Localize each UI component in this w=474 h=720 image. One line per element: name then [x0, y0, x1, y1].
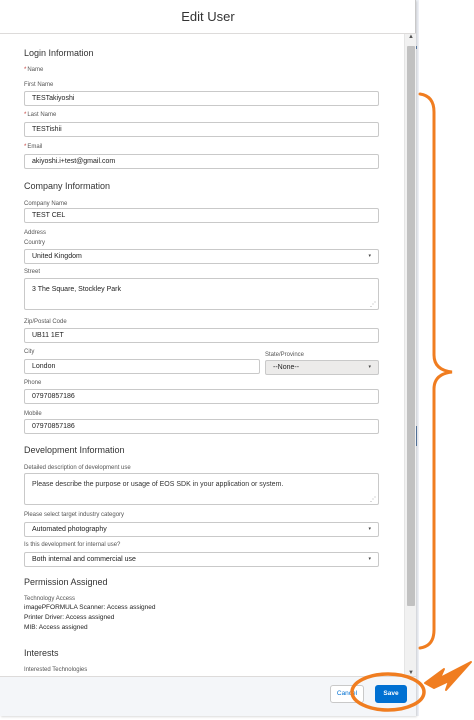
- section-title-permission: Permission Assigned: [24, 577, 108, 587]
- modal-title: Edit User: [181, 9, 235, 24]
- scroll-down-icon[interactable]: ▼: [408, 670, 414, 676]
- section-title-interests: Interests: [24, 648, 59, 658]
- phone-input[interactable]: 07970857186: [24, 389, 379, 404]
- annotation-arrow: [425, 662, 471, 690]
- required-marker: *: [24, 67, 27, 73]
- description-placeholder: Please describe the purpose or usage of EOS SDK in your application or system.: [32, 481, 284, 488]
- name-label: *Name: [24, 67, 44, 73]
- company-name-input[interactable]: TEST CEL: [24, 208, 379, 223]
- permission-item: Printer Driver: Access assigned: [24, 614, 115, 621]
- background-page: [416, 0, 419, 716]
- street-label: Street: [24, 269, 41, 275]
- address-label: Address: [24, 230, 47, 236]
- description-label: Detailed description of development use: [24, 465, 131, 471]
- chevron-down-icon: ▾: [368, 556, 371, 562]
- section-title-development: Development Information: [24, 445, 125, 455]
- required-marker: *: [24, 144, 27, 150]
- scrollbar-thumb[interactable]: [407, 46, 415, 606]
- state-select[interactable]: [265, 360, 379, 375]
- chevron-down-icon: ▾: [368, 364, 371, 370]
- chevron-down-icon: ▾: [368, 253, 371, 259]
- annotation-brace: [420, 94, 452, 648]
- scroll-up-icon[interactable]: ▲: [408, 34, 414, 40]
- country-value: United Kingdom: [32, 253, 82, 260]
- internal-label: Is this development for internal use?: [24, 542, 121, 548]
- permission-item: MIB: Access assigned: [24, 624, 88, 631]
- last-name-label: *Last Name: [24, 112, 57, 118]
- category-label: Please select target industry category: [24, 512, 125, 518]
- section-title-company: Company Information: [24, 181, 111, 191]
- state-value: --None--: [273, 364, 300, 371]
- interested-technologies-label: Interested Technologies: [24, 667, 88, 673]
- resize-grip-icon[interactable]: ⋰: [370, 497, 376, 503]
- email-input[interactable]: akiyoshi.i+test@gmail.com: [24, 154, 379, 169]
- mobile-input[interactable]: 07970857186: [24, 419, 379, 434]
- internal-select[interactable]: [24, 552, 379, 567]
- country-label: Country: [24, 240, 46, 246]
- section-title-login: Login Information: [24, 48, 94, 58]
- save-button[interactable]: Save: [375, 685, 407, 703]
- company-name-label: Company Name: [24, 201, 68, 207]
- phone-label: Phone: [24, 380, 42, 386]
- city-input[interactable]: London: [24, 359, 260, 374]
- zip-input[interactable]: UB11 1ET: [24, 328, 379, 343]
- required-marker: *: [24, 112, 27, 118]
- zip-label: Zip/Postal Code: [24, 319, 67, 325]
- chevron-down-icon: ▾: [368, 526, 371, 532]
- modal-header: [0, 0, 416, 34]
- cancel-button[interactable]: Cancel: [330, 685, 364, 703]
- email-label: *Email: [24, 144, 43, 150]
- state-label: State/Province: [265, 352, 305, 358]
- modal-body[interactable]: [0, 34, 404, 676]
- street-textarea[interactable]: [24, 278, 379, 310]
- last-name-input[interactable]: TESTishii: [24, 122, 379, 137]
- technology-access-label: Technology Access: [24, 596, 76, 602]
- vertical-scrollbar[interactable]: [404, 34, 416, 676]
- modal-footer: [0, 676, 416, 716]
- street-value: 3 The Square, Stockley Park: [32, 286, 121, 293]
- city-label: City: [24, 349, 35, 355]
- category-value: Automated photography: [32, 526, 107, 533]
- mobile-label: Mobile: [24, 411, 42, 417]
- description-textarea[interactable]: [24, 473, 379, 505]
- permission-item: imagePFORMULA Scanner: Access assigned: [24, 604, 156, 611]
- country-select[interactable]: [24, 249, 379, 264]
- category-select[interactable]: [24, 522, 379, 537]
- internal-value: Both internal and commercial use: [32, 556, 136, 563]
- first-name-label: First Name: [24, 82, 54, 88]
- resize-grip-icon[interactable]: ⋰: [370, 302, 376, 308]
- first-name-input[interactable]: TESTakiyoshi: [24, 91, 379, 106]
